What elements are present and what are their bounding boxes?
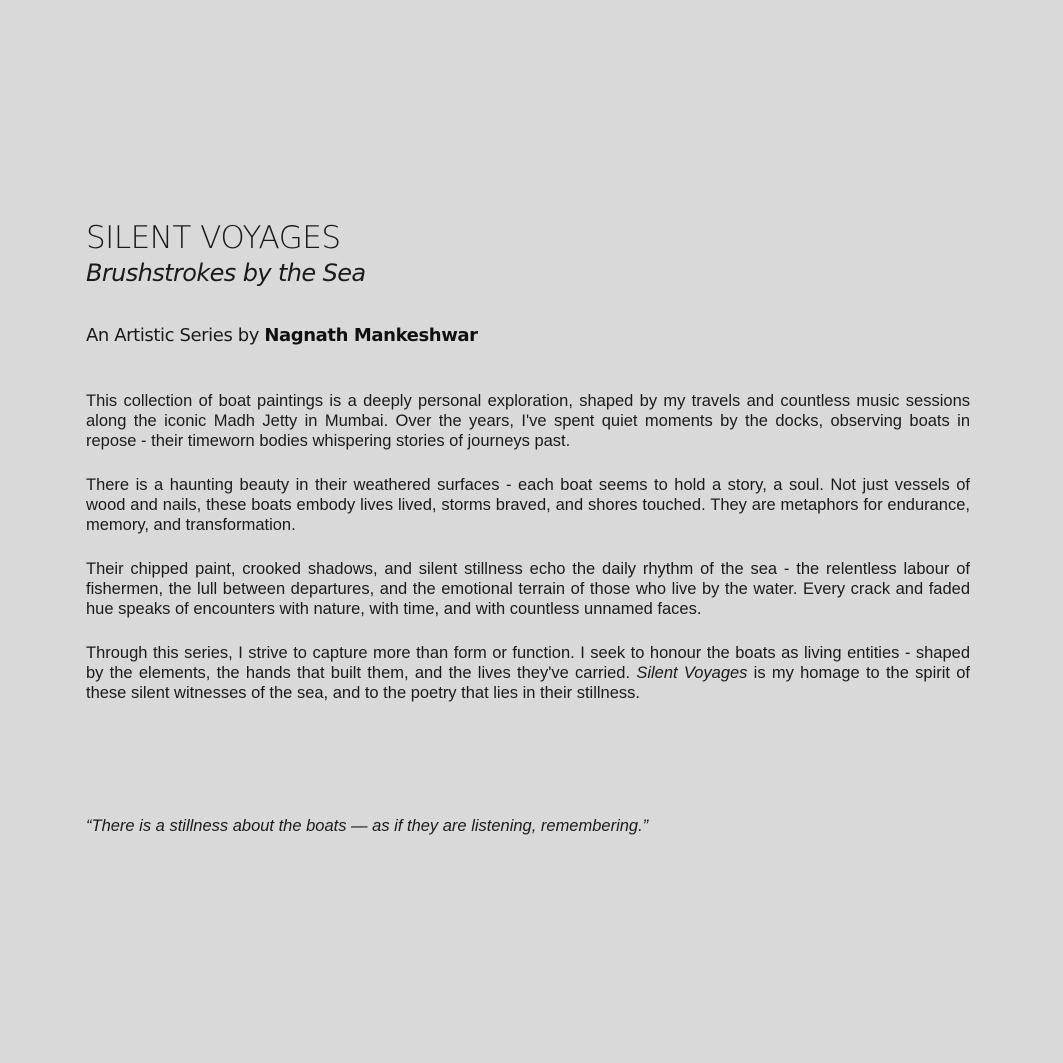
statement-paragraph-1: This collection of boat paintings is a deeply personal exploration, shaped by my travels and countless music sessions along the iconic Madh Jetty in Mumbai. Over the years, I've spent quiet moments by the docks, observing boats in repose - their timeworn bodies whispering stories of journeys past. bbox=[86, 392, 970, 450]
series-subtitle: Brushstrokes by the Sea bbox=[86, 259, 366, 287]
closing-quote: “There is a stillness about the boats — as if they are listening, remembering.” bbox=[86, 817, 649, 835]
artist-name: Nagnath Mankeshwar bbox=[264, 325, 478, 346]
byline-prefix: An Artistic Series by bbox=[86, 325, 265, 346]
closing-text-end: is my homage to the spirit of these silent witnesses of the sea, and to the poetry that lies in their stillness. bbox=[86, 664, 970, 702]
series-title: SILENT VOYAGES bbox=[86, 220, 341, 256]
artist-statement bbox=[86, 391, 970, 727]
byline bbox=[86, 323, 478, 349]
statement-paragraph-2: There is a haunting beauty in their weathered surfaces - each boat seems to hold a story, a soul. Not just vessels of wood and nails, these boats embody lives lived, storms braved, and shores touched. They are metaphors for endurance, memory, and transformation. bbox=[86, 476, 970, 534]
statement-paragraph-4 bbox=[86, 643, 970, 703]
closing-text-start: Through this series, I strive to capture more than form or function. I seek to honour the boats as living entities - shaped by the elements, the hands that built them, and the lives they've carried. bbox=[86, 644, 970, 682]
statement-paragraph-3: Their chipped paint, crooked shadows, and silent stillness echo the daily rhythm of the sea - the relentless labour of fishermen, the lull between departures, and the emotional terrain of those who live by the water. Every crack and faded hue speaks of encounters with nature, with time, and with countless unnamed faces. bbox=[86, 560, 970, 618]
series-name-emphasis: Silent Voyages bbox=[636, 664, 748, 682]
